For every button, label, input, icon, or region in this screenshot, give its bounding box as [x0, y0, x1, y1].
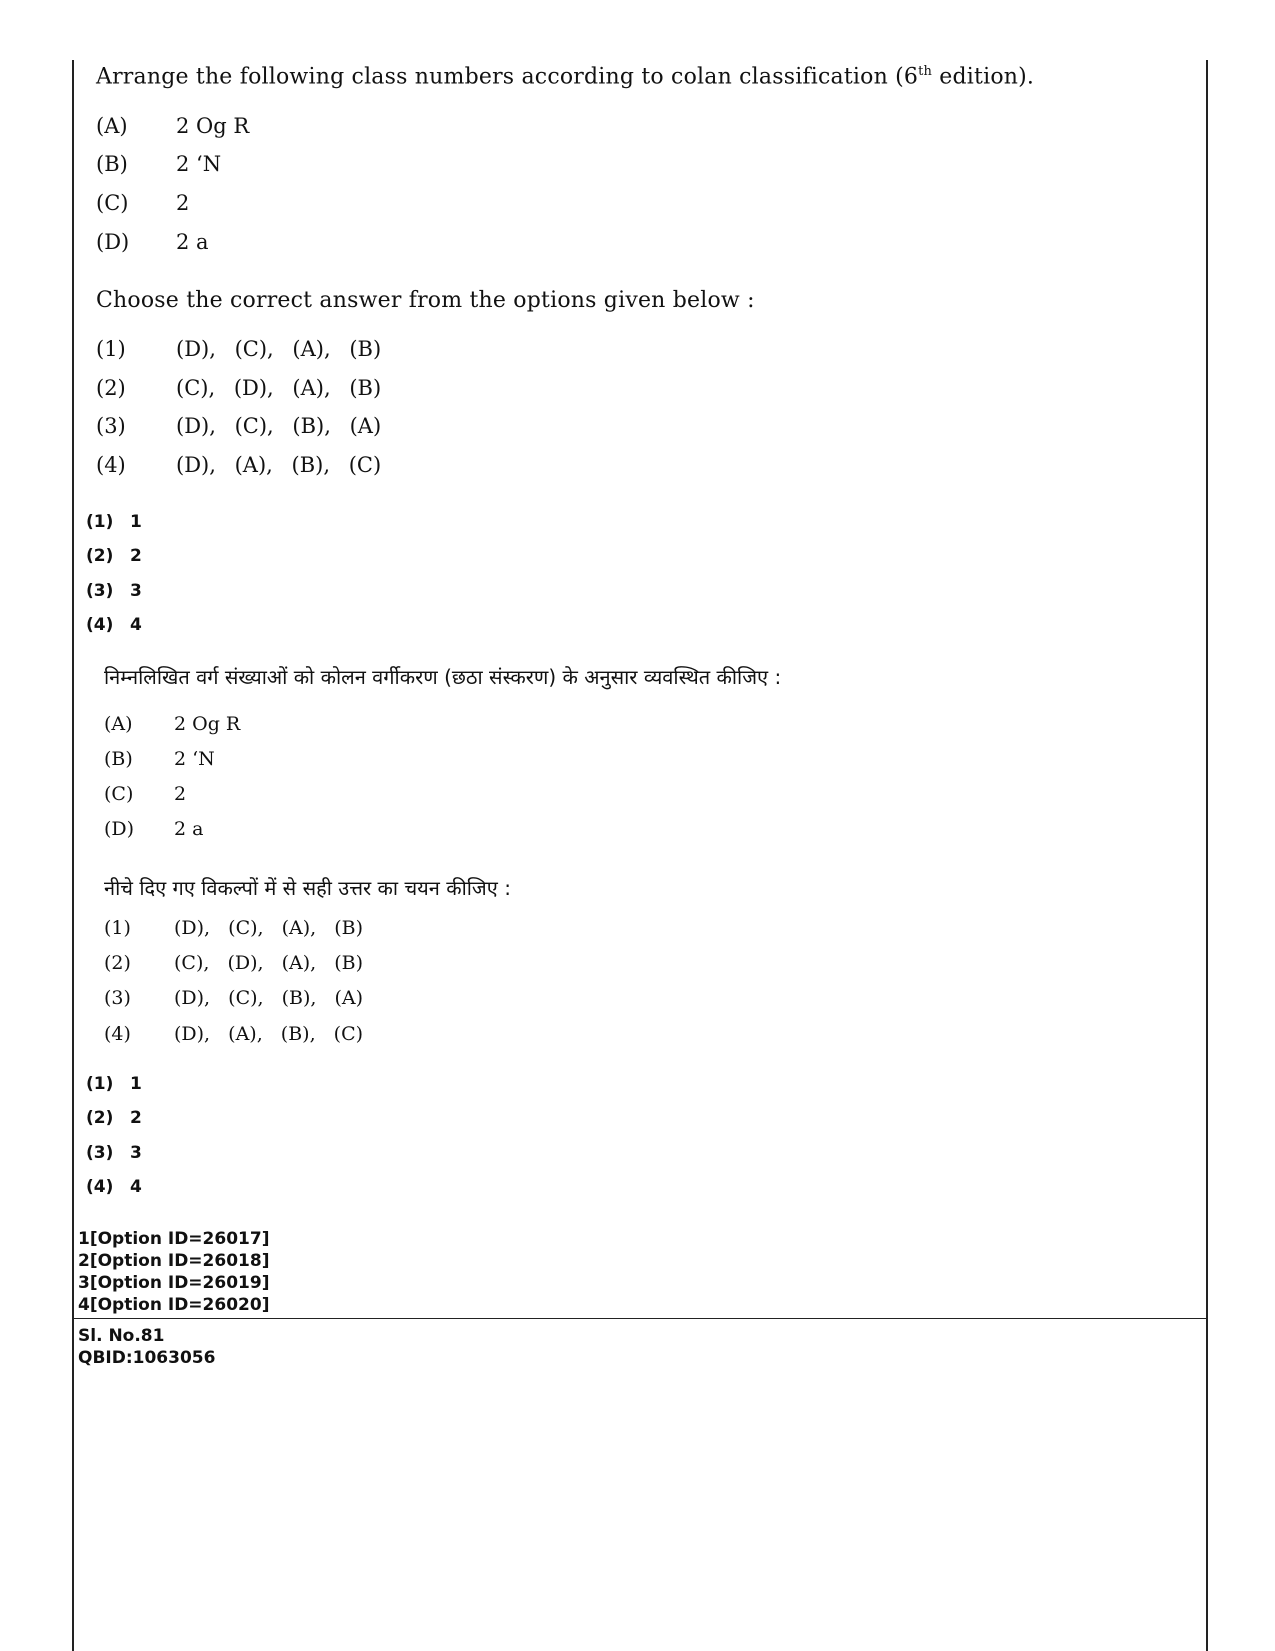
item-row [96, 152, 221, 176]
option-row [104, 987, 375, 1009]
option-key: (3) [96, 414, 126, 438]
option-part: (A), [234, 453, 273, 477]
item-row [104, 748, 215, 770]
answer-value: 4 [130, 615, 142, 635]
option-id-list [78, 1228, 269, 1316]
option-part: (B), [280, 1023, 316, 1045]
item-value: 2 Og R [174, 713, 241, 735]
answer-key: (4) [86, 1177, 114, 1197]
option-part: (B), [281, 987, 317, 1009]
option-row [104, 952, 375, 974]
option-part: (B) [334, 917, 364, 939]
answer-key: (2) [86, 1108, 114, 1128]
option-part: (C) [348, 453, 382, 477]
question-text-en-main: Arrange the following class numbers according to colan classification (6 [96, 64, 919, 90]
item-value: 2 Og R [176, 114, 250, 138]
item-row [96, 230, 209, 254]
option-part: (C), [234, 414, 274, 438]
option-part: (D), [176, 453, 216, 477]
item-key: (D) [104, 818, 135, 840]
option-part: (B), [292, 414, 331, 438]
option-part: (C), [228, 987, 264, 1009]
item-key: (A) [96, 114, 128, 138]
option-key: (3) [104, 987, 131, 1009]
option-part: (D), [176, 414, 216, 438]
question-text-hi: निम्नलिखित वर्ग संख्याओं को कोलन वर्गीकरण (छठा संस्करण) के अनुसार व्यवस्थित कीजिए : [104, 665, 782, 689]
option-part: (D), [174, 1023, 211, 1045]
item-row [104, 818, 203, 840]
option-part: (B) [349, 376, 382, 400]
option-id: 3[Option ID=26019] [78, 1273, 270, 1293]
option-key: (1) [96, 337, 126, 361]
option-part: (D), [174, 917, 211, 939]
option-row [104, 917, 375, 939]
option-part: (D), [233, 376, 274, 400]
option-part: (C), [176, 376, 216, 400]
option-id: 4[Option ID=26020] [78, 1295, 270, 1315]
item-key: (C) [104, 783, 134, 805]
item-value: 2 a [174, 818, 204, 840]
option-part: (D), [227, 952, 264, 974]
option-row [96, 414, 393, 438]
choose-text-hi: नीचे दिए गए विकल्पों में से सही उत्तर का चयन कीजिए : [104, 876, 511, 900]
item-row [96, 114, 249, 138]
answer-value: 1 [130, 512, 142, 532]
choose-text-en: Choose the correct answer from the options given below : [96, 288, 755, 313]
answer-choice[interactable] [86, 1143, 142, 1163]
option-part: (C), [234, 337, 274, 361]
item-value: 2 ‘N [176, 152, 222, 176]
option-part: (A), [228, 1023, 263, 1045]
answer-value: 4 [130, 1177, 142, 1197]
item-row [104, 783, 186, 805]
answer-value: 3 [130, 1143, 142, 1163]
option-part: (B), [291, 453, 331, 477]
item-key: (A) [104, 713, 133, 735]
item-value: 2 ‘N [174, 748, 215, 770]
answer-choice[interactable] [86, 1074, 142, 1094]
item-row [96, 191, 189, 215]
option-id: 1[Option ID=26017] [78, 1229, 270, 1249]
answer-choice[interactable] [86, 581, 142, 601]
option-key: (4) [104, 1023, 131, 1045]
option-part: (A), [281, 917, 317, 939]
answer-key: (3) [86, 1143, 114, 1163]
item-key: (B) [96, 152, 128, 176]
answer-value: 2 [130, 1108, 142, 1128]
answer-key: (1) [86, 1074, 114, 1094]
option-part: (A) [334, 987, 364, 1009]
answer-key: (2) [86, 546, 114, 566]
item-key: (D) [96, 230, 130, 254]
option-part: (A), [292, 376, 331, 400]
answer-choice[interactable] [86, 615, 142, 635]
question-divider [72, 1318, 1208, 1319]
answer-key: (3) [86, 581, 114, 601]
option-row [104, 1023, 375, 1045]
option-part: (C), [174, 952, 210, 974]
option-part: (C) [333, 1023, 364, 1045]
option-row [96, 453, 393, 477]
question-meta [78, 1325, 215, 1369]
item-key: (B) [104, 748, 133, 770]
option-key: (2) [96, 376, 126, 400]
option-part: (D), [176, 337, 216, 361]
answer-value: 1 [130, 1074, 142, 1094]
option-part: (C), [228, 917, 264, 939]
option-part: (B) [334, 952, 364, 974]
item-key: (C) [96, 191, 129, 215]
question-bank-id: QBID:1063056 [78, 1348, 216, 1368]
option-key: (4) [96, 453, 126, 477]
option-key: (1) [104, 917, 131, 939]
option-part: (A), [292, 337, 331, 361]
option-key: (2) [104, 952, 131, 974]
answer-value: 3 [130, 581, 142, 601]
answer-choice[interactable] [86, 1108, 142, 1128]
option-row [96, 337, 393, 361]
answer-choice[interactable] [86, 512, 142, 532]
option-part: (B) [349, 337, 382, 361]
answer-choice[interactable] [86, 546, 142, 566]
question-text-en-sup: th [918, 64, 933, 79]
question-text-en-end: edition). [932, 64, 1035, 90]
answer-key: (1) [86, 512, 114, 532]
option-row [96, 376, 393, 400]
item-value: 2 [176, 191, 190, 215]
right-border [1206, 60, 1208, 1651]
left-border [72, 60, 74, 1651]
answer-key: (4) [86, 615, 114, 635]
option-part: (A), [281, 952, 317, 974]
answer-value: 2 [130, 546, 142, 566]
item-row [104, 713, 240, 735]
option-part: (A) [349, 414, 382, 438]
serial-number: Sl. No.81 [78, 1326, 165, 1346]
option-part: (D), [174, 987, 211, 1009]
option-id: 2[Option ID=26018] [78, 1251, 270, 1271]
item-value: 2 a [176, 230, 209, 254]
item-value: 2 [174, 783, 187, 805]
answer-choice[interactable] [86, 1177, 142, 1197]
question-text-en [96, 64, 1034, 89]
